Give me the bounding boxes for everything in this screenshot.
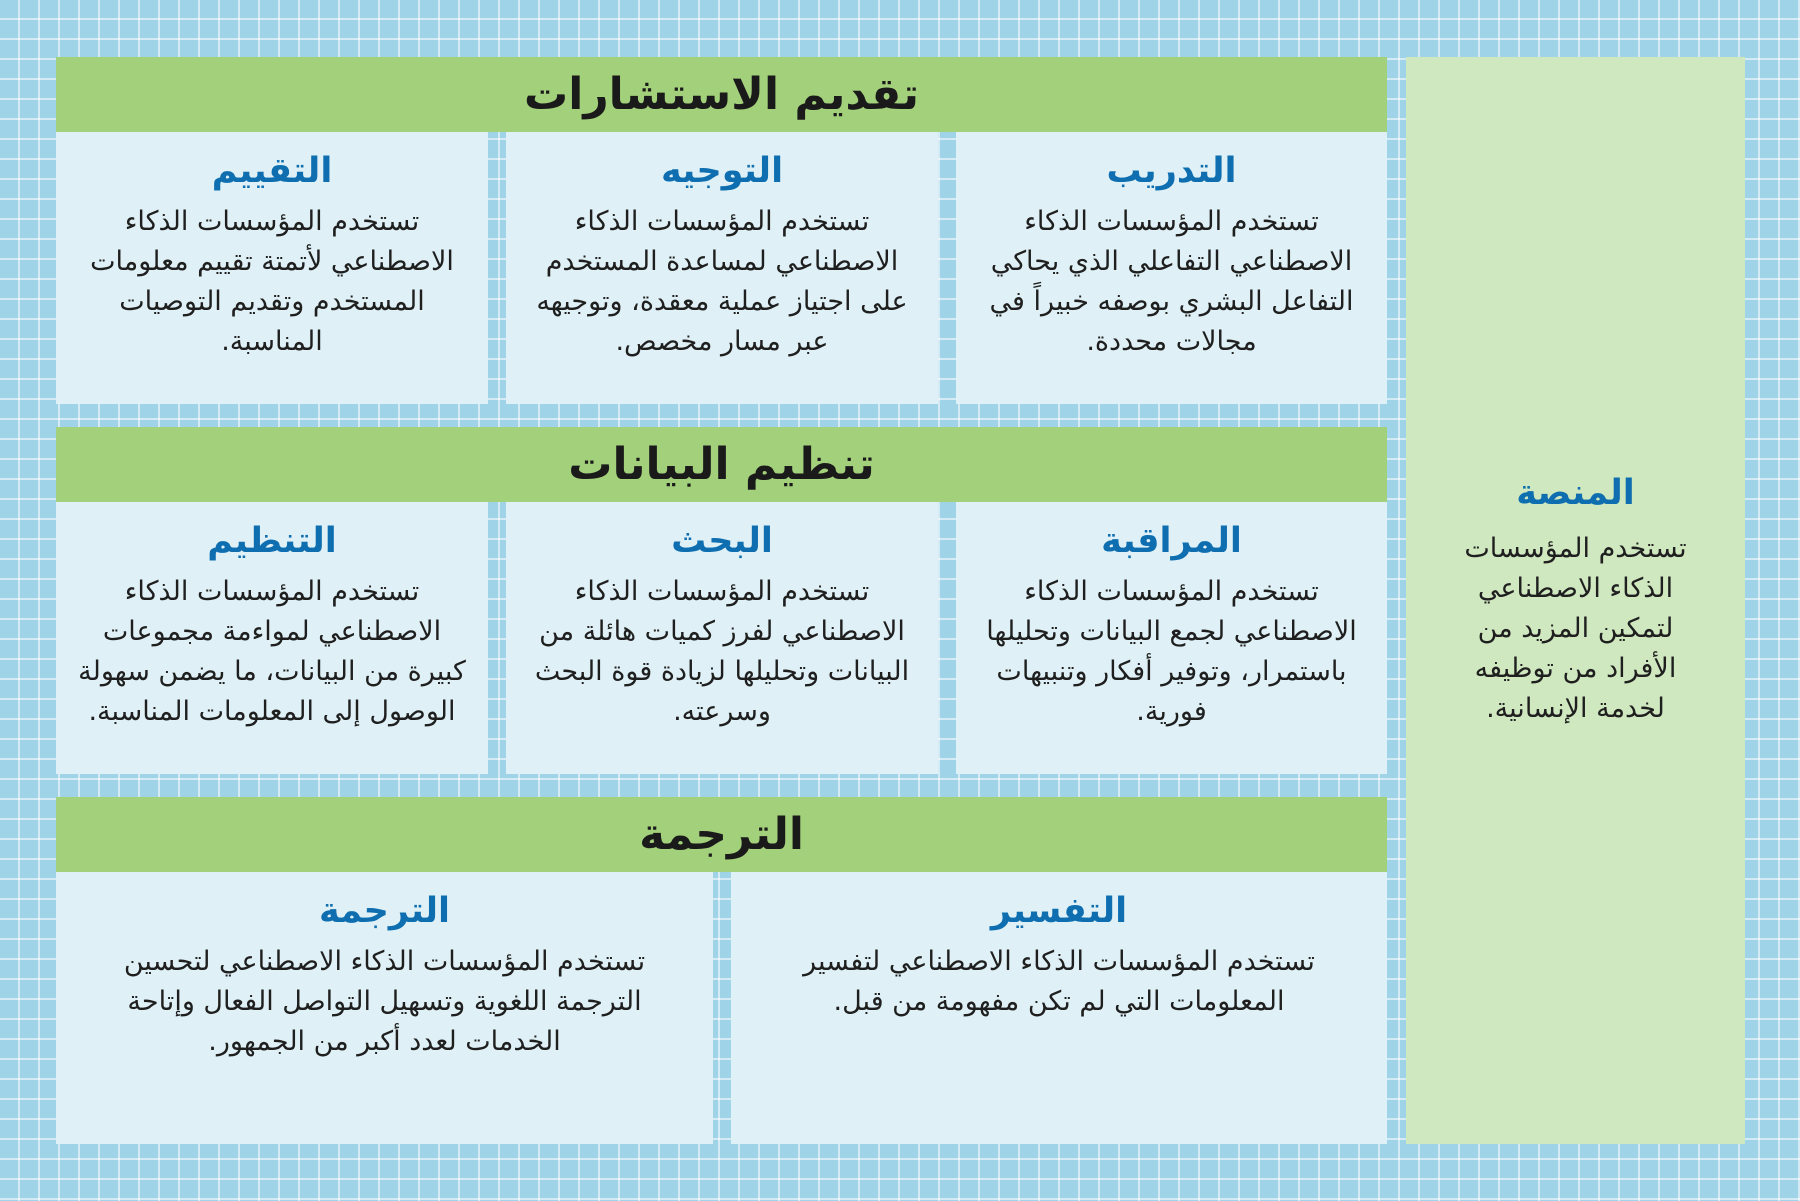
card-text-guidance: تستخدم المؤسسات الذكاء الاصطناعي لمساعدة المستخدم على اجتياز عملية معقدة، وتوجيهه عبر مسار مخصص. xyxy=(536,205,908,357)
card-text-search: تستخدم المؤسسات الذكاء الاصطناعي لفرز كميات هائلة من البيانات وتحليلها لزيادة قوة البحث وسرعته. xyxy=(534,575,910,727)
card-title-evaluation: التقييم xyxy=(211,151,333,191)
card-title-interpretation: التفسير xyxy=(990,891,1128,931)
card-evaluation xyxy=(56,132,488,404)
platform-text: تستخدم المؤسسات الذكاء الاصطناعي لتمكين المزيد من الأفراد من توظيفه لخدمة الإنسانية. xyxy=(1464,533,1687,725)
platform-panel xyxy=(1406,57,1745,1144)
card-text-monitoring: تستخدم المؤسسات الذكاء الاصطناعي لجمع البيانات وتحليلها باستمرار، وتوفير أفكار وتنبيهات فورية. xyxy=(986,575,1357,727)
section-header-translation: الترجمة xyxy=(56,797,1387,872)
card-text-organizing: تستخدم المؤسسات الذكاء الاصطناعي لمواءمة مجموعات كبيرة من البيانات، ما يضمن سهولة الوصول إلى المعلومات المناسبة. xyxy=(78,575,466,727)
card-text-training: تستخدم المؤسسات الذكاء الاصطناعي التفاعلي الذي يحاكي التفاعل البشري بوصفه خبيراً في مجالات محددة. xyxy=(989,205,1354,357)
card-search xyxy=(506,502,938,774)
card-text-evaluation: تستخدم المؤسسات الذكاء الاصطناعي لأتمتة تقييم معلومات المستخدم وتقديم التوصيات المناسبة. xyxy=(90,205,454,357)
card-monitoring xyxy=(956,502,1387,774)
card-title-guidance: التوجيه xyxy=(660,151,784,191)
card-interpretation xyxy=(731,872,1387,1144)
section-header-data-organization: تنظيم البيانات xyxy=(56,427,1387,502)
card-translation xyxy=(56,872,713,1144)
card-title-search: البحث xyxy=(671,521,773,561)
card-training xyxy=(956,132,1387,404)
platform-title: المنصة xyxy=(1516,472,1635,513)
section-header-consulting: تقديم الاستشارات xyxy=(56,57,1387,132)
card-text-translation: تستخدم المؤسسات الذكاء الاصطناعي لتحسين الترجمة اللغوية وتسهيل التواصل الفعال وإتاحة الخدمات لعدد أكبر من الجمهور. xyxy=(123,945,646,1057)
card-organizing xyxy=(56,502,488,774)
card-title-translation: الترجمة xyxy=(318,891,451,931)
card-title-organizing: التنظيم xyxy=(207,521,337,561)
card-title-training: التدريب xyxy=(1106,151,1237,191)
card-guidance xyxy=(506,132,938,404)
card-text-interpretation: تستخدم المؤسسات الذكاء الاصطناعي لتفسير المعلومات التي لم تكن مفهومة من قبل. xyxy=(803,945,1315,1017)
card-title-monitoring: المراقبة xyxy=(1101,521,1242,561)
